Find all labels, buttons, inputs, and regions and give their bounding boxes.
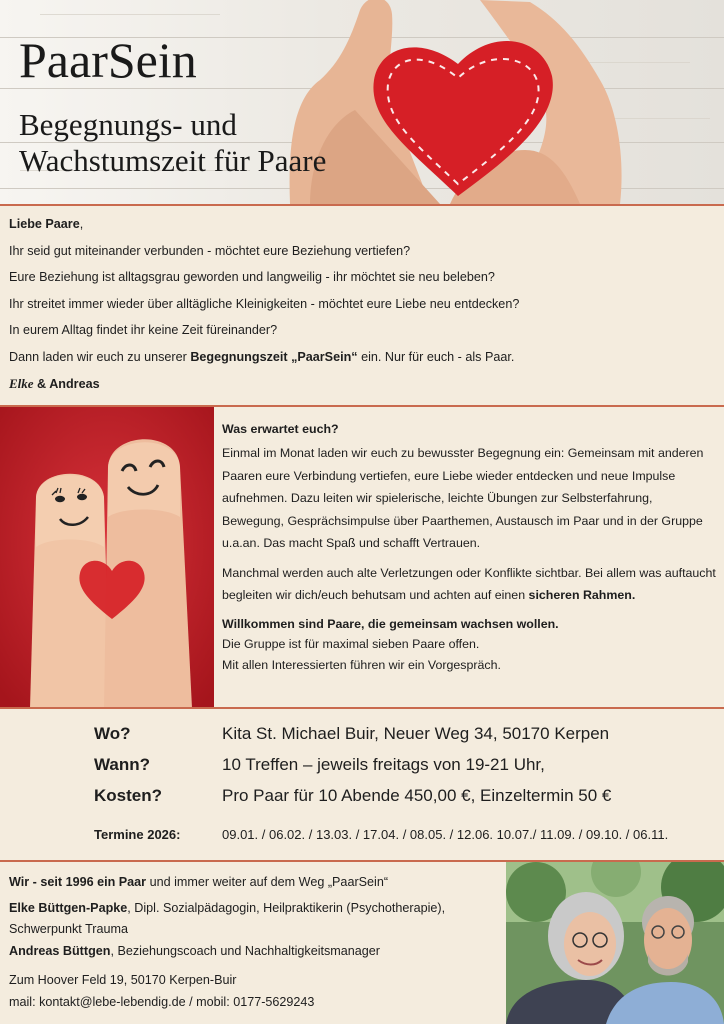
intro-line-1: Ihr seid gut miteinander verbunden - möchtet eure Beziehung vertiefen? xyxy=(9,243,411,258)
intro-line-3: Ihr streitet immer wieder über alltägliche Kleinigkeiten - möchtet eure Liebe neu entdecken? xyxy=(9,296,520,311)
hands-heart-image xyxy=(280,0,640,204)
about-line-1 xyxy=(9,872,504,894)
intro-line-5-pre: Dann laden wir euch zu unserer xyxy=(9,349,191,364)
where-label: Wo? xyxy=(94,724,131,743)
about-andreas xyxy=(9,941,504,963)
greeting-bold: Liebe Paare xyxy=(9,217,80,231)
about-section xyxy=(9,872,504,1013)
woman-face-shape xyxy=(564,912,616,976)
info-where xyxy=(0,724,724,752)
info-when xyxy=(0,755,724,783)
about-line-1-rest: und immer weiter auf dem Weg „PaarSein“ xyxy=(146,875,389,889)
andreas-description: , Beziehungscoach und Nachhaltigkeitsmanager xyxy=(110,943,381,958)
divider-top xyxy=(0,204,724,206)
what-paragraph-2-text: Manchmal werden auch alte Verletzungen oder Konflikte sichtbar. Bei allem was auftaucht begleiten wir dich/euch behutsam und achten auf einen xyxy=(222,565,716,602)
about-elke xyxy=(9,898,504,920)
intro-line-2: Eure Beziehung ist alltagsgrau geworden und langweilig - ihr möchtet sie neu beleben? xyxy=(9,270,495,284)
elke-description-2: Schwerpunkt Trauma xyxy=(9,922,128,936)
intro-line-5-bold: Begegnungszeit „PaarSein“ xyxy=(190,349,358,364)
fingers-couple-image xyxy=(0,407,214,708)
divider-info xyxy=(0,707,724,709)
dates-value: 09.01. / 06.02. / 13.03. / 17.04. / 08.05. / 12.06. 10.07./ 11.09. / 09.10. / 06.11. xyxy=(222,827,669,842)
intro-line-5-post: ein. Nur für euch - als Paar. xyxy=(357,349,515,364)
welcome-text: Willkommen sind Paare, die gemeinsam wachsen wollen. xyxy=(222,616,559,631)
subtitle-line-2: Wachstumszeit für Paare xyxy=(19,143,327,178)
andreas-name: Andreas Büttgen xyxy=(9,943,111,958)
pretalk-text: Mit allen Interessierten führen wir ein Vorgespräch. xyxy=(222,657,501,672)
where-value: Kita St. Michael Buir, Neuer Weg 34, 50170 Kerpen xyxy=(222,724,610,743)
group-size-text: Die Gruppe ist für maximal sieben Paare offen. xyxy=(222,636,480,651)
when-value: 10 Treffen – jeweils freitags von 19-21 Uhr, xyxy=(222,755,545,774)
elke-description: , Dipl. Sozialpädagogin, Heilpraktikerin (Psychotherapie), xyxy=(127,900,446,915)
page-subtitle xyxy=(19,107,326,179)
what-section xyxy=(222,420,716,676)
intro-section xyxy=(9,216,714,402)
signature-rest: & Andreas xyxy=(33,377,100,391)
what-paragraph-1: Einmal im Monat laden wir euch zu bewusster Begegnung ein: Gemeinsam mit anderen Paaren eure Verbindung vertiefen, eure Liebe wieder entdecken und neue Impulse aufnehmen. Dazu leiten wir spielerische, leichte Übungen zur Selbsterfahrung, Bewegung, Gesprächsimpulse über Paarthemen, Austausch im Paar und in der Gruppe u.a.an. Das macht Spaß und schafft Vertrauen. xyxy=(222,446,704,550)
intro-line-4: In eurem Alltag findet ihr keine Zeit füreinander? xyxy=(9,323,278,337)
contact-text: mail: kontakt@lebe-lebendig.de / mobil: 0177-5629243 xyxy=(9,994,315,1009)
info-cost xyxy=(0,786,724,814)
elke-name: Elke Büttgen-Papke xyxy=(9,900,128,915)
header-banner xyxy=(0,0,724,204)
cost-label: Kosten? xyxy=(94,786,162,805)
what-heading: Was erwartet euch? xyxy=(222,422,339,436)
greeting xyxy=(9,216,714,243)
when-label: Wann? xyxy=(94,755,151,774)
intro-line-5 xyxy=(9,349,714,376)
signature xyxy=(9,375,714,402)
greeting-rest: , xyxy=(79,217,84,231)
about-line-1-bold: Wir - seit 1996 ein Paar xyxy=(9,875,147,889)
address-text: Zum Hoover Feld 19, 50170 Kerpen-Buir xyxy=(9,973,237,987)
page-title: PaarSein xyxy=(19,32,197,88)
what-paragraph-2 xyxy=(222,562,716,607)
cost-value: Pro Paar für 10 Abende 450,00 €, Einzeltermin 50 € xyxy=(222,786,612,805)
what-paragraph-2-bold: sicheren Rahmen. xyxy=(528,588,636,602)
dates-label: Termine 2026: xyxy=(94,827,181,842)
couple-photo xyxy=(506,862,724,1024)
subtitle-line-1: Begegnungs- und xyxy=(19,107,237,142)
signature-name-1: Elke xyxy=(9,376,34,391)
